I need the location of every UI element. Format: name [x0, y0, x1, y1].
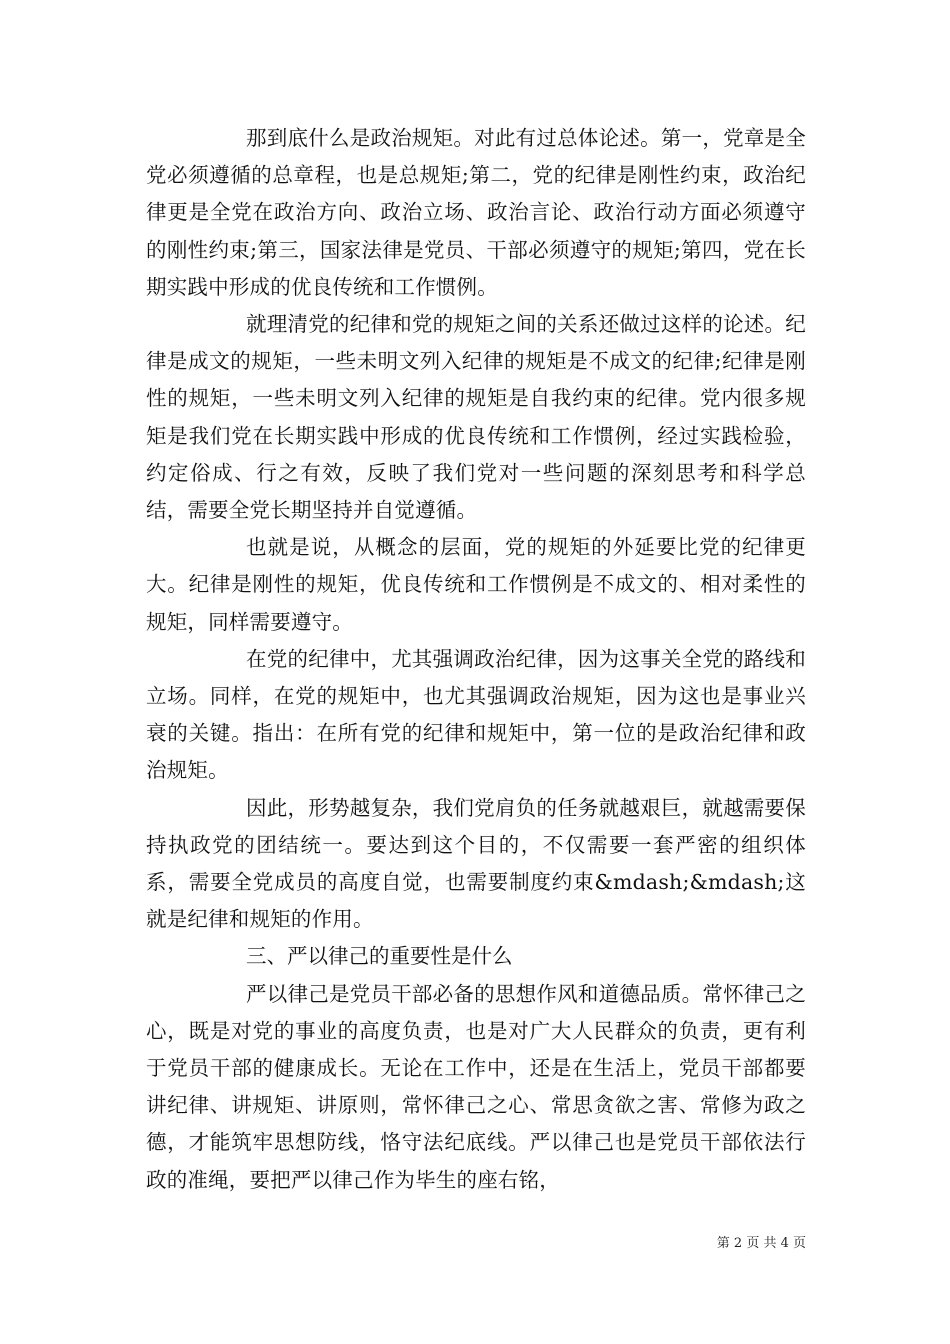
document-body	[146, 120, 806, 1199]
page-number: 第 2 页 共 4 页	[716, 1236, 806, 1251]
paragraph-3: 也就是说，从概念的层面，党的规矩的外延要比党的纪律更大。纪律是刚性的规矩，优良传统和工作惯例是不成文的、相对柔性的规矩，同样需要遵守。	[146, 535, 806, 634]
paragraph-4: 在党的纪律中，尤其强调政治纪律，因为这事关全党的路线和立场。同样，在党的规矩中，也尤其强调政治规矩，因为这也是事业兴衰的关键。指出：在所有党的纪律和规矩中，第一位的是政治纪律和政治规矩。	[146, 646, 806, 783]
paragraph-6: 严以律己是党员干部必备的思想作风和道德品质。常怀律己之心，既是对党的事业的高度负责，也是对广大人民群众的负责，更有利于党员干部的健康成长。无论在工作中，还是在生活上，党员干部都要讲纪律、讲规矩、讲原则，常怀律己之心、常思贪欲之害、常修为政之德，才能筑牢思想防线，恪守法纪底线。严以律己也是党员干部依法行政的准绳，要把严以律己作为毕生的座右铭，	[146, 981, 806, 1192]
section-heading: 三、严以律己的重要性是什么	[246, 944, 513, 969]
paragraph-1: 那到底什么是政治规矩。对此有过总体论述。第一，党章是全党必须遵循的总章程，也是总规矩;第二，党的纪律是刚性约束，政治纪律更是全党在政治方向、政治立场、政治言论、政治行动方面必须遵守的刚性约束;第三，国家法律是党员、干部必须遵守的规矩;第四，党在长期实践中形成的优良传统和工作惯例。	[146, 126, 806, 299]
paragraph-5: 因此，形势越复杂，我们党肩负的任务就越艰巨，就越需要保持执政党的团结统一。要达到这个目的，不仅需要一套严密的组织体系，需要全党成员的高度自觉，也需要制度约束&mdash;&mdash;这就是纪律和规矩的作用。	[146, 795, 806, 932]
paragraph-2: 就理清党的纪律和党的规矩之间的关系还做过这样的论述。纪律是成文的规矩，一些未明文列入纪律的规矩是不成文的纪律;纪律是刚性的规矩，一些未明文列入纪律的规矩是自我约束的纪律。党内很多规矩是我们党在长期实践中形成的优良传统和工作惯例，经过实践检验，约定俗成、行之有效，反映了我们党对一些问题的深刻思考和科学总结，需要全党长期坚持并自觉遵循。	[146, 312, 806, 523]
